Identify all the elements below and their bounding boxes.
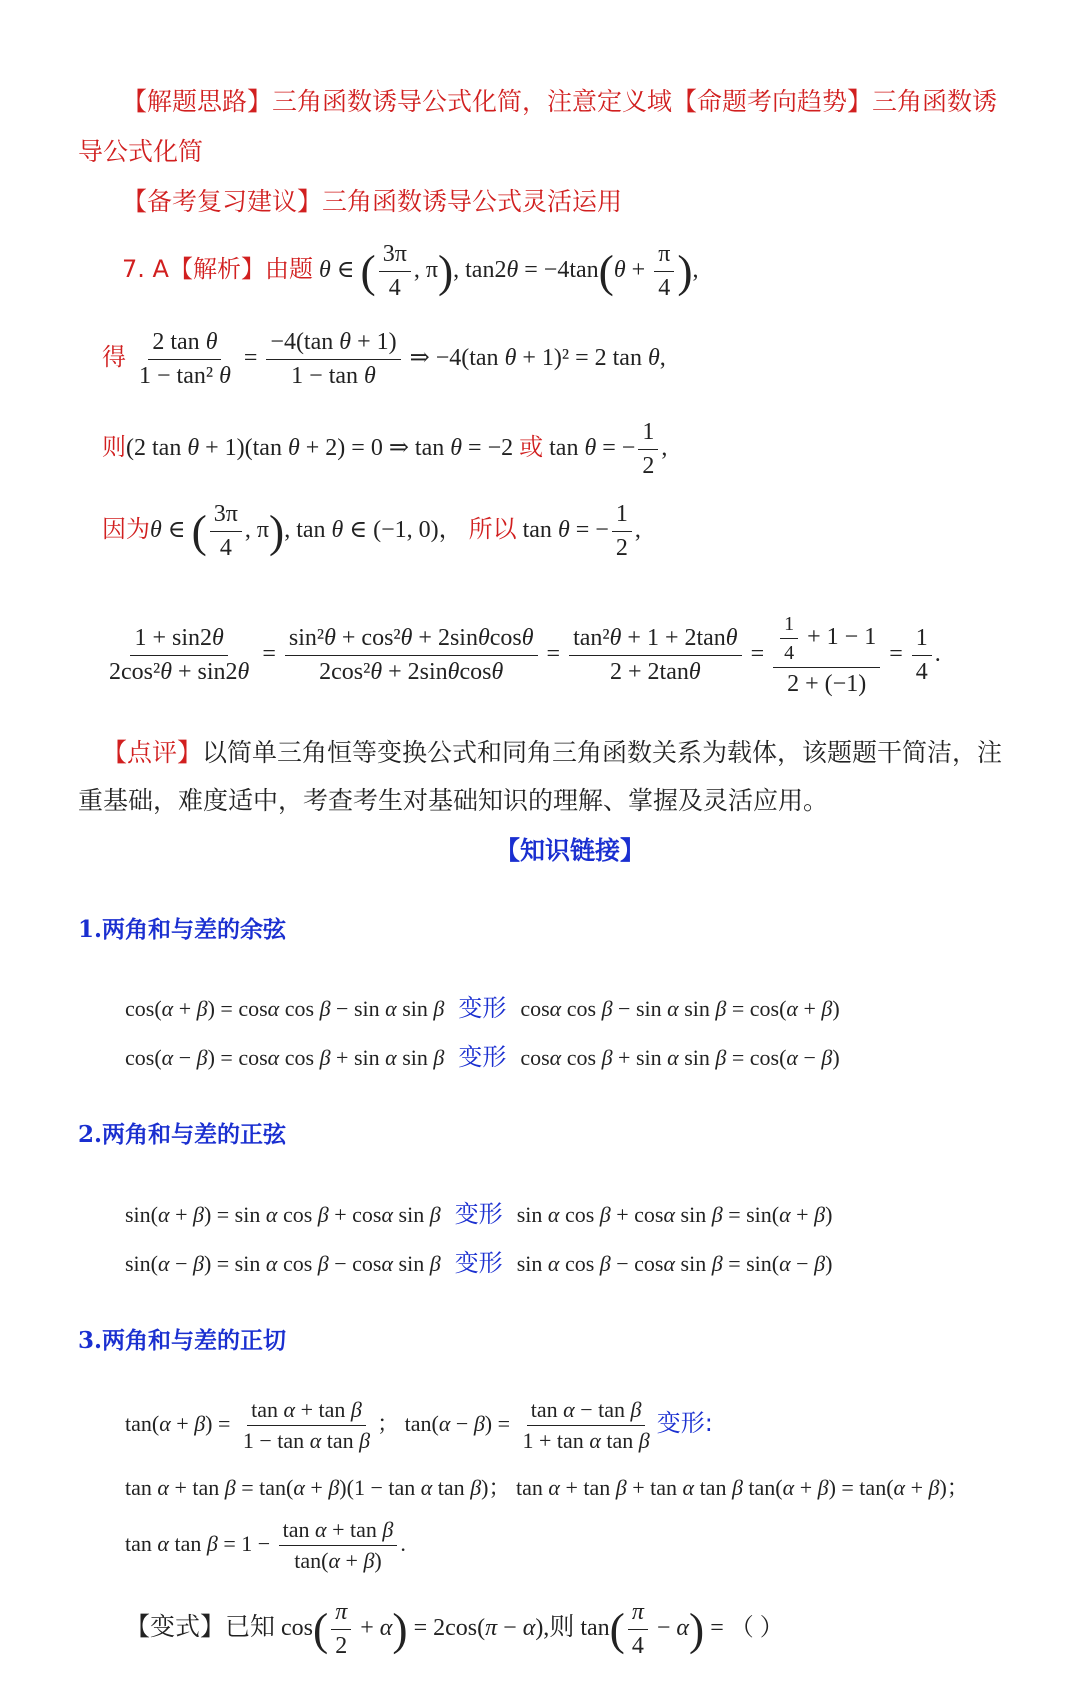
solution-line-2: 得 $\frac{\text{2 tan θ}}{\text{1 − tan² θ}}$ = $\frac{\text{−4(tan θ + 1)}}{\text{1 − tan θ}}$ ⇒ −4(tan θ + 1)² = 2 tan θ, <box>102 329 666 389</box>
solution-idea-text: 三角函数诱导公式化简，注意定义域 <box>272 87 673 116</box>
tan-transform-formula-1: tan α + tan β = tan(α + β)(1 − tan α tan β)； tan α + tan β + tan α tan β tan(α + β) = tan(α + β)； <box>125 1475 969 1500</box>
solution-tag: 【解析】 <box>168 254 265 283</box>
variant-then-word: 则 <box>549 1611 575 1641</box>
answer-blank: （ ） <box>729 1614 784 1641</box>
sin-sum-formula: sin(α + β) = sin α cos β + cosα sin β 变形 sin α cos β + cosα sin β = sin(α + β) <box>125 1200 833 1228</box>
solution-line-1: 7. A【解析】由题 θ ∈ ( $\frac{3\pi}{4}$ , π), tan2θ = −4tan(θ + $\frac{\pi}{4}$ ), <box>122 241 699 301</box>
variant-given-word: 已知 <box>225 1611 276 1641</box>
transform-word: 变形 <box>454 1249 503 1277</box>
review-text-1: 以简单三角恒等变换公式和同角三角函数关系为载体，该题题干简洁，注 <box>202 738 1003 767</box>
section-sine-title: 2.两角和与差的正弦 <box>78 1121 287 1148</box>
variant-tag: 【变式】 <box>125 1611 226 1641</box>
answer-label: 7. A <box>122 254 169 283</box>
transform-colon-word: 变形: <box>656 1408 713 1437</box>
given-word: 由题 <box>264 254 313 283</box>
transform-word: 变形 <box>458 1043 507 1071</box>
suggestion-tag: 【备考复习建议】 <box>122 187 323 216</box>
yinwei-word: 因为 <box>102 514 150 543</box>
huo-word: 或 <box>519 432 544 461</box>
review-tag: 【点评】 <box>102 738 203 767</box>
section-cosine-title: 1.两角和与差的余弦 <box>78 916 287 943</box>
trend-text: 三角函数诱 <box>872 87 998 116</box>
solution-line-4: 因为θ ∈ ( $\frac{3\pi}{4}$ , π), tan θ ∈ (−1, 0)， 所以 tan θ = − $\frac{1}{2}$ , <box>102 501 641 561</box>
suoyi-word: 所以 <box>468 514 517 543</box>
knowledge-link-title: 【知识链接】 <box>495 836 646 865</box>
cos-sum-formula: cos(α + β) = cosα cos β − sin α sin β 变形 cosα cos β − sin α sin β = cos(α + β) <box>125 994 840 1022</box>
review-suggestion <box>122 177 622 227</box>
transform-word: 变形 <box>458 994 507 1022</box>
de-word: 得 <box>102 342 126 371</box>
tan-transform-formula-2: tan α tan β = 1 − $\frac{\text{tan α + tan β}}{\tan(\alpha + \beta)}$ . <box>125 1517 406 1574</box>
solution-line-5: $\frac{1 + \sin 2\theta}{\text{2cos²θ + sin2θ}}$ = $\frac{\text{sin²θ + cos²θ + 2sinθcosθ}}{\text{2cos²θ + 2sinθcosθ}}$ = $\frac{\text{tan²θ + 1 + 2tanθ}}{2 + 2\tan\theta}$ = $\frac{1}{4}$ + 1 − 1 2 + (−1) = $\frac{1}{4}$ . <box>109 613 941 697</box>
solution-line-3: 则(2 tan θ + 1)(tan θ + 2) = 0 ⇒ tan θ = −2 或 tan θ = − $\frac{1}{2}$ , <box>102 419 668 479</box>
review-line-2: 重基础，难度适中，考查考生对基础知识的理解、掌握及灵活应用。 <box>78 786 829 815</box>
tan-sum-diff-formula: tan(α + β) = $\frac{\text{tan α + tan β}}{\text{1 − tan α tan β}}$ ； tan(α − β) = $\frac{\text{tan α − tan β}}{\text{1 + tan α tan β}}$ 变形: <box>125 1397 713 1454</box>
analysis-line-2: 导公式化简 <box>78 137 204 166</box>
section-tangent-title: 3.两角和与差的正切 <box>78 1327 287 1354</box>
analysis-line-1 <box>122 77 997 127</box>
suggestion-text: 三角函数诱导公式灵活运用 <box>322 187 623 216</box>
solution-idea-tag: 【解题思路】 <box>122 87 273 116</box>
ze-word: 则 <box>102 432 126 461</box>
transform-word: 变形 <box>454 1200 503 1228</box>
cos-diff-formula: cos(α − β) = cosα cos β + sin α sin β 变形 cosα cos β + sin α sin β = cos(α − β) <box>125 1043 840 1071</box>
sin-diff-formula: sin(α − β) = sin α cos β − cosα sin β 变形 sin α cos β − cosα sin β = sin(α − β) <box>125 1249 833 1277</box>
trend-tag: 【命题考向趋势】 <box>672 87 873 116</box>
review-line-1 <box>102 728 1002 778</box>
variant-question: 【变式】已知 cos( $\frac{\pi}{2}$ + α) = 2cos(π − α),则 tan( $\frac{\pi}{4}$ − α) = （ ） <box>125 1599 784 1659</box>
